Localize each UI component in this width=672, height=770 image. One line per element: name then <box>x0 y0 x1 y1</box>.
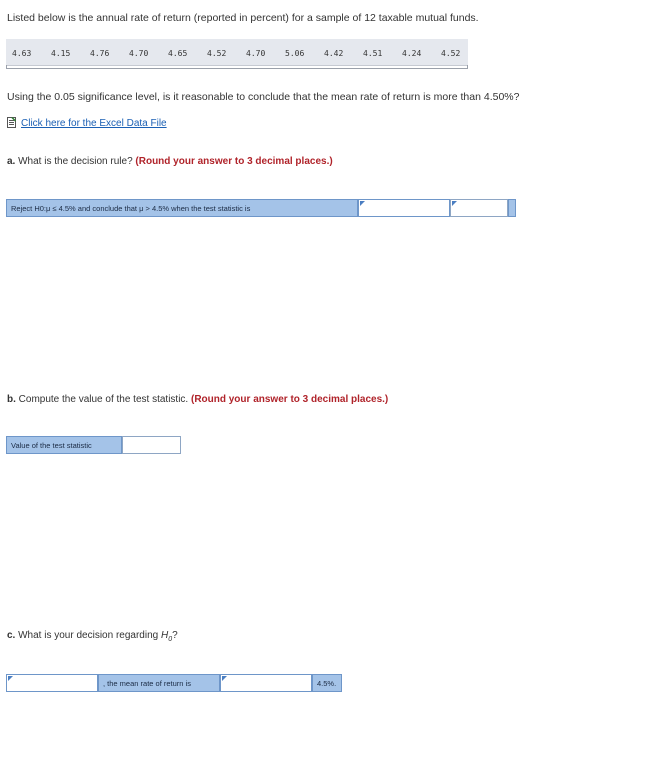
data-value: 4.70 <box>129 49 149 58</box>
test-statistic-input[interactable] <box>122 436 181 454</box>
dropdown-marker-icon <box>222 676 227 681</box>
part-c-letter: c. <box>7 630 16 641</box>
data-value: 4.76 <box>90 49 110 58</box>
data-value: 5.06 <box>285 49 305 58</box>
part-a-text: What is the decision rule? <box>15 156 136 167</box>
dropdown-marker-icon <box>360 201 365 206</box>
intro-text: Listed below is the annual rate of return (reported in percent) for a sample of 12 taxable mutual funds. <box>7 12 479 24</box>
decision-mid-label: , the mean rate of return is <box>98 674 220 692</box>
data-value: 4.63 <box>12 49 32 58</box>
h0-symbol: $H_0$ <box>160 630 173 643</box>
question-text: Using the 0.05 significance level, is it reasonable to conclude that the mean rate of return is more than 4.50%? <box>7 91 520 103</box>
part-b-hint: (Round your answer to 3 decimal places.) <box>190 394 389 405</box>
part-c-question <box>7 630 178 643</box>
data-value: 4.15 <box>51 49 71 58</box>
part-b-question <box>7 394 388 405</box>
decision-dropdown[interactable] <box>6 674 98 692</box>
part-b-text: Compute the value of the test statistic. <box>15 394 191 405</box>
decision-rule-label: Reject H0:μ ≤ 4.5% and conclude that μ > 4.5% when the test statistic is <box>6 199 358 217</box>
decision-end-label: 4.5%. <box>312 674 342 692</box>
data-values-bar <box>6 39 468 66</box>
input-marker-icon <box>452 201 457 206</box>
data-value: 4.70 <box>246 49 266 58</box>
excel-file-icon <box>7 117 17 128</box>
data-value: 4.65 <box>168 49 188 58</box>
part-a-question <box>7 156 333 167</box>
test-statistic-label: Value of the test statistic <box>6 436 122 454</box>
comparison-dropdown[interactable] <box>220 674 312 692</box>
data-scroll-track <box>6 65 468 69</box>
decision-rule-comparison-dropdown[interactable] <box>358 199 450 217</box>
part-a-hint: (Round your answer to 3 decimal places.) <box>135 156 333 167</box>
decision-rule-end-cap <box>508 199 516 217</box>
data-value: 4.52 <box>441 49 461 58</box>
excel-data-link[interactable]: Click here for the Excel Data File <box>21 118 167 129</box>
data-value: 4.42 <box>324 49 344 58</box>
dropdown-marker-icon <box>8 676 13 681</box>
data-value: 4.24 <box>402 49 422 58</box>
data-value: 4.51 <box>363 49 383 58</box>
decision-rule-value-input[interactable] <box>450 199 508 217</box>
part-c-text: What is your decision regarding <box>15 630 161 641</box>
part-a-letter: a. <box>7 156 16 167</box>
part-b-letter: b. <box>7 394 16 405</box>
part-c-question-mark: ? <box>172 630 178 641</box>
excel-link-row <box>7 117 167 129</box>
data-value: 4.52 <box>207 49 227 58</box>
